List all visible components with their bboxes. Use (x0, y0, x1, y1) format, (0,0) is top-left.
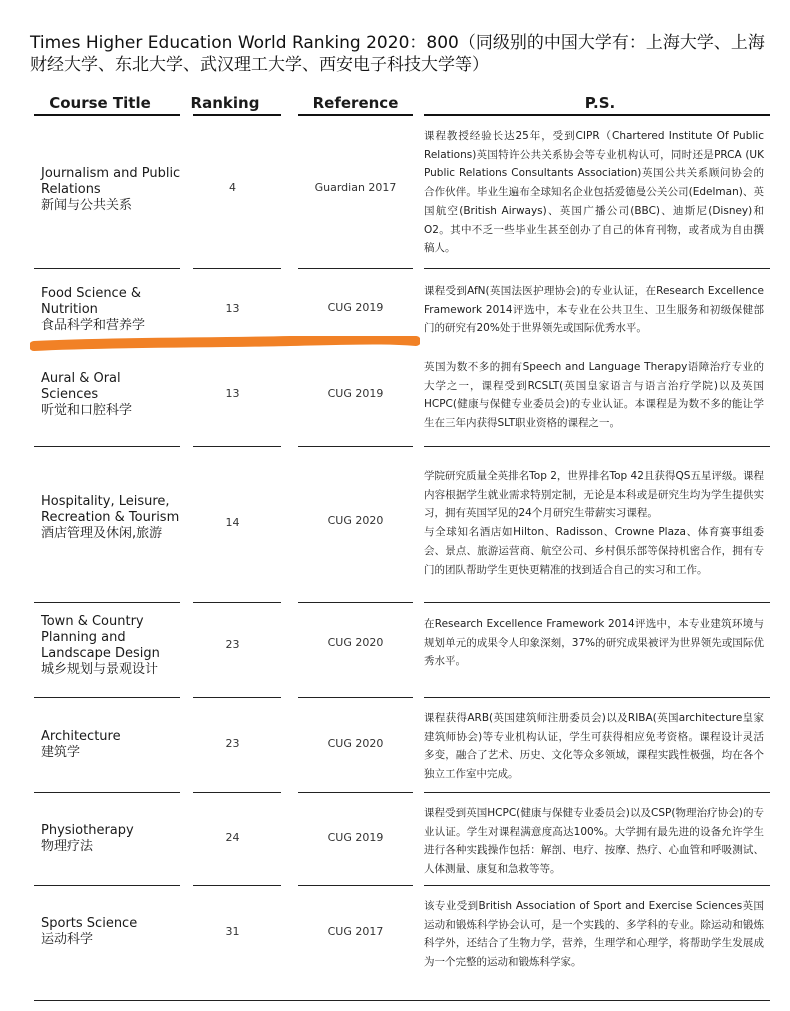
reference-value: CUG 2019 (327, 387, 384, 400)
ranking-value: 24 (225, 831, 240, 844)
row-divider (34, 1000, 770, 1001)
course-title (41, 729, 181, 761)
ps-text: 课程教授经验长达25年，受到CIPR（Chartered Institute Of Public Relations)英国特许公共关系协会等专业机构认可，同时还是PRCA (UK Public Relations Consultants Association)英国公共关系顾问协会的合作伙伴。毕业生遍布全球知名企业包括爱德曼公关公司(Edelman)、英国航空(British Airways)、英国广播公司(BBC)、迪斯尼(Disney)和O2。其中不乏一些毕业生甚至创办了自己的体育刊物，或者成为自由撰稿人。 (424, 130, 764, 255)
course-title (41, 371, 181, 419)
header-rule (298, 114, 413, 116)
row-divider (298, 792, 413, 793)
reference-value: CUG 2020 (327, 514, 384, 527)
reference-value: CUG 2019 (327, 301, 384, 314)
course-title-zh: 新闻与公共关系 (41, 198, 133, 213)
reference-value: CUG 2019 (327, 831, 384, 844)
ps-text: 该专业受到British Association of Sport and Exercise Sciences英国运动和锻炼科学协会认可，是一个实践的、多学科的专业。除运动和锻炼科学外，还结合了生物力学，营养，生理学和心理学，将帮助学生发展成为一个完整的运动和锻炼科学家。 (424, 900, 764, 969)
ps-text: 在Research Excellence Framework 2014评选中，本专业建筑环境与规划单元的成果令人印象深刻，37%的研究成果被评为世界领先或国际优秀水平。 (424, 618, 764, 668)
course-title (41, 494, 181, 542)
orange-highlight-stroke (30, 336, 420, 352)
course-title-en: Town & Country Planning and Landscape Design (41, 614, 160, 661)
row-divider (424, 885, 770, 886)
course-title-zh: 城乡规划与景观设计 (41, 662, 159, 677)
row-divider (424, 697, 770, 698)
course-title-zh: 物理疗法 (41, 839, 94, 854)
course-title (41, 823, 181, 855)
course-title-zh: 听觉和口腔科学 (41, 403, 133, 418)
row-divider (424, 602, 770, 603)
row-divider (298, 602, 413, 603)
row-divider (193, 602, 281, 603)
ps-text: 课程受到AfN(英国法医护理协会)的专业认证，在Research Excellence Framework 2014评选中，本专业在公共卫生、卫生服务和初级保健部门的研究有20%处于世界领先或国际优秀水平。 (424, 285, 764, 335)
ranking-value: 23 (225, 638, 240, 651)
ps-text: 英国为数不多的拥有Speech and Language Therapy语障治疗专业的大学之一，课程受到RCSLT(英国皇家语言与语言治疗学院)以及英国HCPC(健康与保健专业委员会)的专业认证。本课程是为数不多的能让学生在三年内获得SLT职业资格的课程之一。 (424, 361, 764, 430)
course-title-zh: 食品科学和营养学 (41, 318, 146, 333)
highlight-path (34, 340, 416, 347)
ranking-value: 13 (225, 302, 240, 315)
header-ps: P.S. (584, 94, 616, 112)
row-divider (193, 446, 281, 447)
ps-block (424, 467, 764, 579)
ranking-value: 14 (225, 516, 240, 529)
row-divider (298, 268, 413, 269)
header-course-title: Course Title (49, 94, 151, 112)
course-title-en: Sports Science (41, 916, 138, 931)
header-rule (34, 114, 180, 116)
row-divider (34, 697, 180, 698)
reference-value: CUG 2020 (327, 737, 384, 750)
course-title-en: Aural & Oral Sciences (41, 371, 121, 402)
course-title-en: Hospitality, Leisure, Recreation & Tourism (41, 494, 180, 525)
ranking-value: 4 (229, 181, 236, 194)
row-divider (34, 602, 180, 603)
reference-value: CUG 2017 (327, 925, 384, 938)
ranking-value: 31 (225, 925, 240, 938)
row-divider (193, 697, 281, 698)
ps-text: 与全球知名酒店如Hilton、Radisson、Crowne Plaza、体育赛事组委会、景点、旅游运营商、航空公司、乡村俱乐部等保持机密合作，拥有专门的团队帮助学生更快更精准的找到适合自己的实习和工作。 (424, 526, 764, 576)
row-divider (298, 446, 413, 447)
course-title (41, 166, 181, 214)
header-ranking: Ranking (190, 94, 260, 112)
row-divider (34, 885, 180, 886)
row-divider (298, 885, 413, 886)
ranking-value: 23 (225, 737, 240, 750)
course-title-en: Food Science & Nutrition (41, 286, 141, 317)
ps-text: 学院研究质量全英排名Top 2，世界排名Top 42且获得QS五星评级。课程内容根据学生就业需求特别定制，无论是本科或是研究生均为学生提供实习，拥有英国罕见的24个月研究生带薪实习课程。 (424, 470, 764, 520)
reference-value: CUG 2020 (327, 636, 384, 649)
course-title (41, 916, 181, 948)
row-divider (424, 268, 770, 269)
header-rule (424, 114, 770, 116)
course-title-en: Architecture (41, 729, 121, 744)
header-rule (193, 114, 281, 116)
course-title (41, 286, 181, 334)
header-reference: Reference (312, 94, 399, 112)
ranking-value: 13 (225, 387, 240, 400)
course-title-zh: 运动科学 (41, 932, 94, 947)
course-title-en: Journalism and Public Relations (41, 166, 181, 197)
course-title-zh: 酒店管理及休闲,旅游 (41, 526, 163, 541)
row-divider (193, 792, 281, 793)
course-title (41, 614, 181, 678)
row-divider (424, 446, 770, 447)
row-divider (193, 885, 281, 886)
row-divider (298, 697, 413, 698)
row-divider (424, 792, 770, 793)
page-title: Times Higher Education World Ranking 2020：800（同级别的中国大学有：上海大学、上海财经大学、东北大学、武汉理工大学、西安电子科技大学等） (30, 33, 765, 75)
ps-text: 课程获得ARB(英国建筑师注册委员会)以及RIBA(英国architecture皇家建筑师协会)等专业机构认证，学生可获得相应免考资格。课程设计灵活多变，融合了艺术、历史、文化等众多领域，课程实践性极强，均在各个独立工作室中完成。 (424, 712, 764, 781)
row-divider (34, 268, 180, 269)
row-divider (34, 792, 180, 793)
reference-value: Guardian 2017 (314, 181, 397, 194)
row-divider (34, 446, 180, 447)
course-title-en: Physiotherapy (41, 823, 134, 838)
row-divider (193, 268, 281, 269)
ps-text: 课程受到英国HCPC(健康与保健专业委员会)以及CSP(物理治疗协会)的专业认证。学生对课程满意度高达100%。大学拥有最先进的设备允许学生进行各种实践操作包括：解剖、电疗、按摩、热疗、心血管和呼吸测试、人体测量、康复和急救等等。 (424, 807, 764, 876)
course-title-zh: 建筑学 (41, 745, 81, 760)
